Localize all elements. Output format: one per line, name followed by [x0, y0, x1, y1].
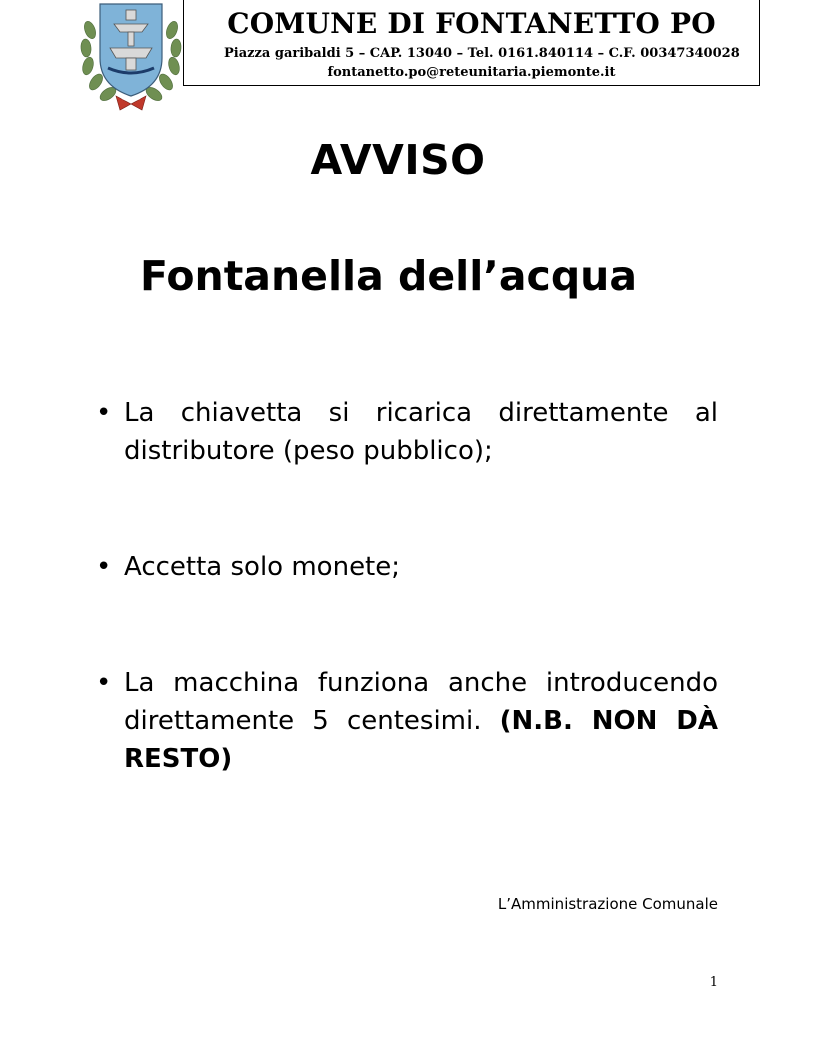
bullet-icon: •	[96, 398, 112, 428]
bullet-icon: •	[96, 668, 112, 698]
letterhead	[183, 0, 760, 86]
municipality-address: Piazza garibaldi 5 – CAP. 13040 – Tel. 0161.840114 – C.F. 00347340028	[224, 46, 740, 61]
bullet-text: La chiavetta si ricarica direttamente al distributore (peso pubblico);	[124, 398, 718, 466]
notice-title: AVVISO	[310, 136, 486, 184]
bullet-text: Accetta solo monete;	[124, 552, 401, 582]
page-number: 1	[709, 975, 718, 990]
list-item	[96, 664, 718, 778]
list-item	[96, 548, 718, 586]
signature: L’Amministrazione Comunale	[497, 895, 718, 913]
bullet-emphasis: (N.B. NON DÀ RESTO)	[124, 706, 718, 774]
coat-of-arms-icon	[76, 0, 186, 114]
municipality-email: fontanetto.po@reteunitaria.piemonte.it	[327, 65, 616, 80]
region-line	[184, 0, 759, 7]
municipality-name: COMUNE DI FONTANETTO PO	[227, 7, 716, 40]
bullet-icon: •	[96, 552, 112, 582]
list-item	[96, 394, 718, 470]
bullet-text: La macchina funziona anche introducendo direttamente 5 centesimi.	[124, 668, 718, 736]
notice-subtitle: Fontanella dell’acqua	[140, 252, 638, 300]
